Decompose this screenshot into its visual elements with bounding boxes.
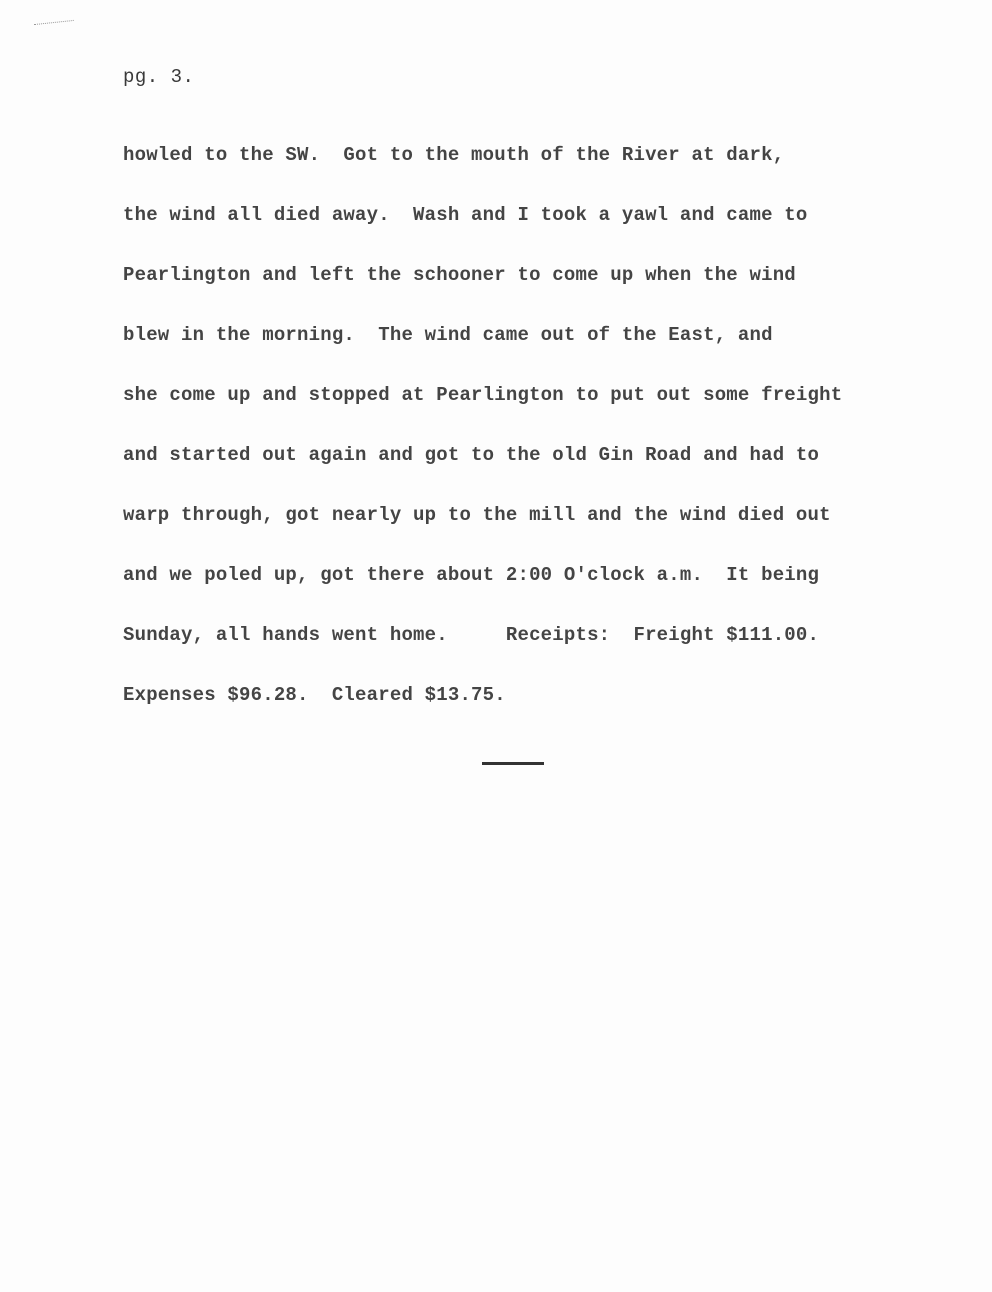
page-number: pg. 3.: [123, 66, 195, 88]
text-line: warp through, got nearly up to the mill and the wind died out: [123, 504, 831, 526]
text-line: she come up and stopped at Pearlington to put out some freight: [123, 384, 843, 406]
text-line: Sunday, all hands went home. Receipts: Freight $111.00.: [123, 624, 820, 646]
text-line: Expenses $96.28. Cleared $13.75.: [123, 684, 506, 706]
text-line: the wind all died away. Wash and I took a yawl and came to: [123, 204, 808, 226]
scan-mark: [34, 20, 74, 28]
text-line: blew in the morning. The wind came out of the East, and: [123, 324, 773, 346]
body-text: [123, 140, 923, 740]
text-line: howled to the SW. Got to the mouth of the River at dark,: [123, 144, 785, 166]
section-divider: [482, 762, 544, 765]
text-line: Pearlington and left the schooner to come up when the wind: [123, 264, 796, 286]
text-line: and we poled up, got there about 2:00 O'clock a.m. It being: [123, 564, 820, 586]
text-line: and started out again and got to the old Gin Road and had to: [123, 444, 820, 466]
